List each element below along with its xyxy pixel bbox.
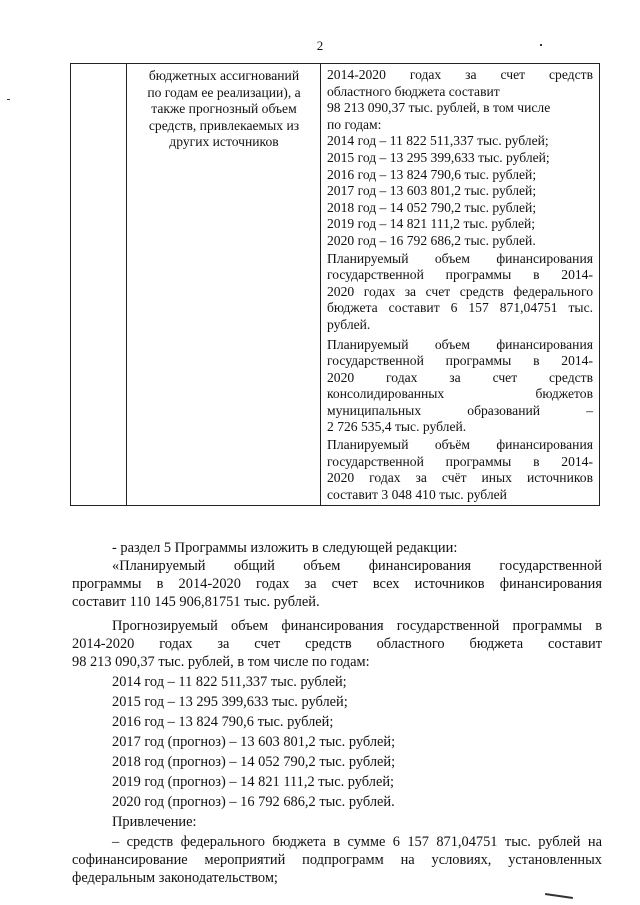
- year-line: 2020 год (прогноз) – 16 792 686,2 тыс. рублей.: [112, 794, 395, 810]
- year-line: 2018 год – 14 052 790,2 тыс. рублей;: [327, 199, 537, 215]
- year-line: 2015 год – 13 295 399,633 тыс. рублей;: [327, 149, 550, 165]
- table-value-cell: [321, 64, 600, 506]
- federal-line: софинансирование мероприятий подпрограмм на условиях, установленных: [72, 852, 602, 868]
- other-sources-paragraph: [327, 437, 593, 505]
- table-label-line: средств, привлекаемых из: [148, 117, 300, 133]
- forecast-line: 2014-2020 годах за счет средств областного бюджета составит: [72, 636, 602, 652]
- page-number: 2: [316, 38, 324, 53]
- year-line: 2019 год – 14 821 111,2 тыс. рублей;: [327, 216, 536, 232]
- total-line: программы в 2014-2020 годах за счет всех источников финансирования: [72, 576, 602, 592]
- paragraph-line: 2020 годах за счет средств: [327, 369, 593, 385]
- federal-paragraph: [327, 251, 593, 334]
- attraction-label: Привлечение:: [112, 814, 197, 830]
- municipal-paragraph: [327, 337, 593, 437]
- year-line: 2018 год (прогноз) – 14 052 790,2 тыс. рублей;: [112, 754, 396, 770]
- forecast-line: 98 213 090,37 тыс. рублей, в том числе по годам:: [72, 654, 370, 670]
- paragraph-line: Планируемый объём финансирования: [327, 437, 593, 453]
- federal-line: федеральным законодательством;: [72, 870, 278, 886]
- scan-mark: [7, 99, 10, 100]
- federal-line: – средств федерального бюджета в сумме 6 157 871,04751 тыс. рублей на: [112, 834, 602, 850]
- paragraph-line: 2020 годах за счёт иных источников: [327, 470, 593, 486]
- total-line: «Планируемый общий объем финансирования государственной: [112, 558, 602, 574]
- paragraph-line: рублей.: [327, 316, 371, 332]
- table-label-line: бюджетных ассигнований: [148, 68, 300, 83]
- scan-mark: [545, 893, 573, 899]
- table-value-line: областного бюджета составит: [327, 83, 500, 99]
- year-line: 2014 год – 11 822 511,337 тыс. рублей;: [112, 674, 347, 690]
- paragraph-line: консолидированных бюджетов: [327, 386, 593, 402]
- table-empty-cell: [71, 64, 127, 506]
- paragraph-line: государственной программы в 2014-: [327, 267, 593, 283]
- paragraph-line: бюджета составит 6 157 871,04751 тыс.: [327, 300, 593, 316]
- paragraph-line: составит 3 048 410 тыс. рублей: [327, 486, 507, 502]
- year-line: 2017 год (прогноз) – 13 603 801,2 тыс. рублей;: [112, 734, 396, 750]
- paragraph-line: муниципальных образований –: [327, 402, 593, 418]
- paragraph-line: государственной программы в 2014-: [327, 453, 593, 469]
- paragraph-line: Планируемый объем финансирования: [327, 250, 593, 266]
- year-line: 2019 год (прогноз) – 14 821 111,2 тыс. рублей;: [112, 774, 395, 790]
- total-line: составит 110 145 906,81751 тыс. рублей.: [72, 594, 320, 610]
- table-label-line: по годам ее реализации), а: [147, 84, 301, 100]
- year-line: 2016 год – 13 824 790,6 тыс. рублей;: [327, 166, 537, 182]
- year-line: 2014 год – 11 822 511,337 тыс. рублей;: [327, 133, 549, 149]
- section-5-text: [72, 539, 602, 887]
- paragraph-line: 2020 годах за счет средств федерального: [327, 283, 593, 299]
- table-label-cell: [127, 64, 321, 506]
- table-label-line: также прогнозный объем: [151, 101, 297, 117]
- paragraph-line: государственной программы в 2014-: [327, 353, 593, 369]
- table-label-line: других источников: [169, 134, 279, 150]
- paragraph-line: 2 726 535,4 тыс. рублей.: [327, 419, 467, 435]
- paragraph-line: Планируемый объем финансирования: [327, 336, 593, 352]
- section-intro: - раздел 5 Программы изложить в следующей редакции:: [112, 540, 458, 556]
- year-line: 2020 год – 16 792 686,2 тыс. рублей.: [327, 232, 536, 248]
- program-table: [70, 63, 600, 506]
- year-line: 2016 год – 13 824 790,6 тыс. рублей;: [112, 714, 334, 730]
- year-line: 2017 год – 13 603 801,2 тыс. рублей;: [327, 183, 537, 199]
- table-value-line: по годам:: [327, 116, 382, 132]
- year-line: 2015 год – 13 295 399,633 тыс. рублей;: [112, 694, 348, 710]
- scan-mark: [540, 44, 542, 46]
- forecast-line: Прогнозируемый объем финансирования государственной программы в: [112, 618, 602, 634]
- table-value-line: 2014-2020 годах за счет средств: [327, 67, 593, 82]
- table-value-line: 98 213 090,37 тыс. рублей, в том числе: [327, 100, 551, 116]
